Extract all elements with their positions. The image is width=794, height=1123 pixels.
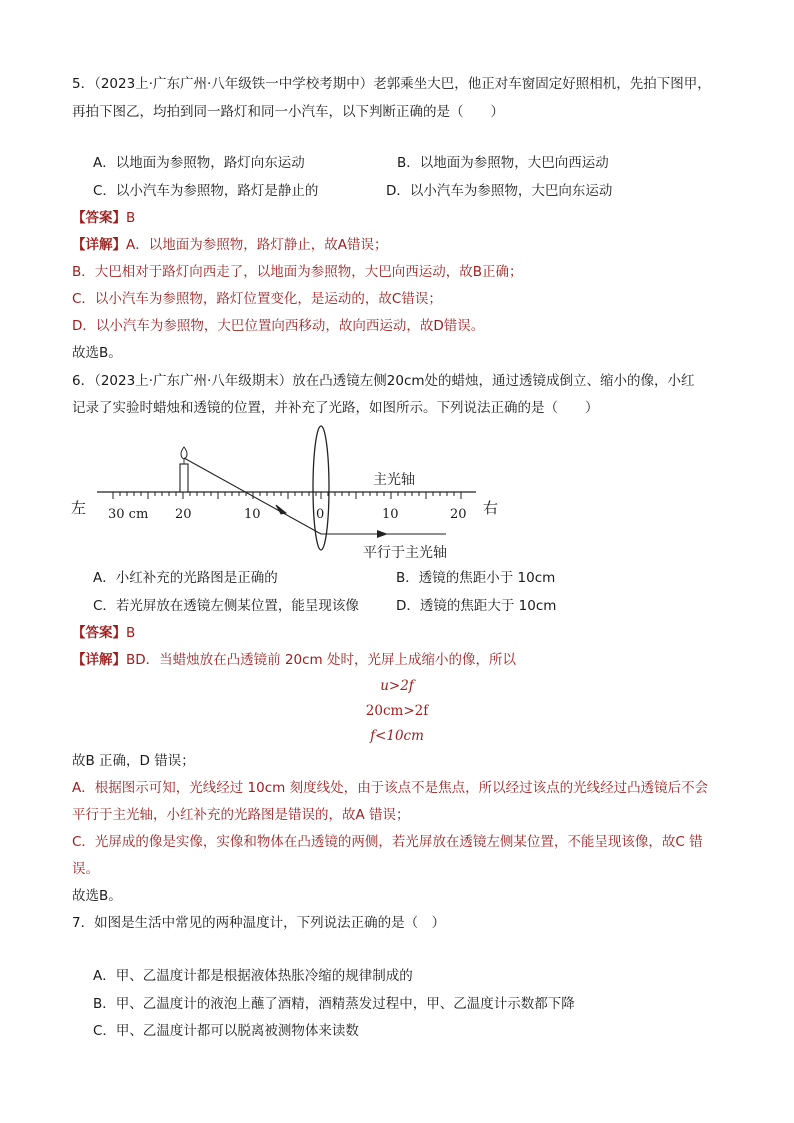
q5-detail-tag: 【详解】 (72, 237, 126, 253)
q7-option-b: B．甲、乙温度计的液泡上蘸了酒精，酒精蒸发过程中，甲、乙温度计示数都下降 (93, 996, 575, 1012)
q6-detail-1 (72, 650, 516, 670)
q6-detail-5: C．光屏成的像是实像，实像和物体在凸透镜的两侧，若光屏放在透镜左侧某位置，不能呈现该像，故C 错 (72, 834, 703, 850)
q6-option-d: D．透镜的焦距大于 10cm (396, 598, 557, 614)
tick-label-20-left: 20 (175, 507, 192, 522)
tick-label-20-right: 20 (450, 507, 467, 522)
q6-stem-line2: 记录了实验时蜡烛和透镜的位置，并补充了光路，如图所示。下列说法正确的是（ ） (72, 400, 599, 416)
q5-detail-1 (72, 235, 387, 255)
q5-detail-1-text: A．以地面为参照物，路灯静止，故A错误； (126, 237, 388, 253)
q6-detail-3: A．根据图示可知，光线经过 10cm 刻度线处，由于该点不是焦点，所以经过该点的光线经过凸透镜后不会 (72, 780, 709, 796)
q7-option-c: C．甲、乙温度计都可以脱离被测物体来读数 (93, 1023, 359, 1039)
q6-answer (72, 623, 135, 643)
q6-detail-4: 平行于主光轴，小红补充的光路图是错误的，故A 错误； (72, 807, 410, 823)
q7-stem: 7．如图是生活中常见的两种温度计，下列说法正确的是（ ） (72, 915, 446, 931)
q6-option-c: C．若光屏放在透镜左侧某位置，能呈现该像 (93, 598, 359, 614)
q6-formula-2: 20cm>2f (365, 703, 429, 719)
q6-conclusion: 故选B。 (72, 888, 122, 904)
q7-option-a: A．甲、乙温度计都是根据液体热胀冷缩的规律制成的 (93, 968, 413, 984)
tick-label-30cm: 30 cm (108, 507, 149, 522)
q5-stem-line1: 5．（2023上·广东广州·八年级铁一中学校考期中）老郭乘坐大巴，他正对车窗固定好照相机，先拍下图甲， (72, 76, 711, 92)
q6-stem-line1: 6．（2023上·广东广州·八年级期末）放在凸透镜左侧20cm处的蜡烛，通过透镜成倒立、缩小的像，小红 (72, 373, 695, 389)
q5-answer-tag: 【答案】 (72, 210, 126, 226)
q5-option-a: A．以地面为参照物，路灯向东运动 (93, 155, 305, 171)
q6-detail-2: 故B 正确，D 错误； (72, 753, 195, 769)
q5-option-c: C．以小汽车为参照物，路灯是静止的 (93, 183, 319, 199)
q5-detail-3: C．以小汽车为参照物，路灯位置变化，是运动的，故C错误； (72, 291, 442, 307)
q5-option-b: B．以地面为参照物，大巴向西运动 (397, 155, 609, 171)
q6-answer-value: B (126, 625, 136, 641)
q6-formula-1: u>2f (380, 678, 414, 694)
ray-arrow-head-2 (377, 530, 388, 538)
diagram-label-left: 左 (71, 499, 87, 517)
ruler-ticks (113, 492, 461, 499)
q6-detail-1-text: BD．当蜡烛放在凸透镜前 20cm 处时，光屏上成缩小的像，所以 (126, 652, 516, 668)
q6-detail-6: 误。 (72, 861, 99, 877)
q5-option-d: D．以小汽车为参照物，大巴向东运动 (386, 183, 613, 199)
q5-answer (72, 208, 135, 228)
q6-formula-3: f<10cm (370, 728, 424, 744)
q5-stem-line2: 再拍下图乙，均拍到同一路灯和同一小汽车，以下判断正确的是（ ） (72, 104, 504, 120)
q5-answer-value: B (126, 210, 136, 226)
q6-answer-tag: 【答案】 (72, 625, 126, 641)
q6-option-b: B．透镜的焦距小于 10cm (396, 570, 556, 586)
q6-lens-diagram (60, 425, 520, 575)
q5-detail-4: D．以小汽车为参照物，大巴位置向西移动，故向西运动，故D错误。 (72, 318, 485, 334)
diagram-label-parallel: 平行于主光轴 (363, 545, 447, 561)
q5-detail-2: B．大巴相对于路灯向西走了，以地面为参照物，大巴向西运动，故B正确； (72, 264, 523, 280)
q6-option-a: A．小红补充的光路图是正确的 (93, 570, 278, 586)
tick-label-10-left: 10 (244, 507, 261, 522)
tick-label-10-right: 10 (382, 507, 399, 522)
q6-detail-tag: 【详解】 (72, 652, 126, 668)
diagram-label-right: 右 (483, 499, 499, 517)
candle-icon (180, 447, 188, 492)
q5-conclusion: 故选B。 (72, 345, 122, 361)
diagram-label-main-axis: 主光轴 (373, 472, 415, 488)
tick-label-0: 0 (316, 507, 325, 522)
